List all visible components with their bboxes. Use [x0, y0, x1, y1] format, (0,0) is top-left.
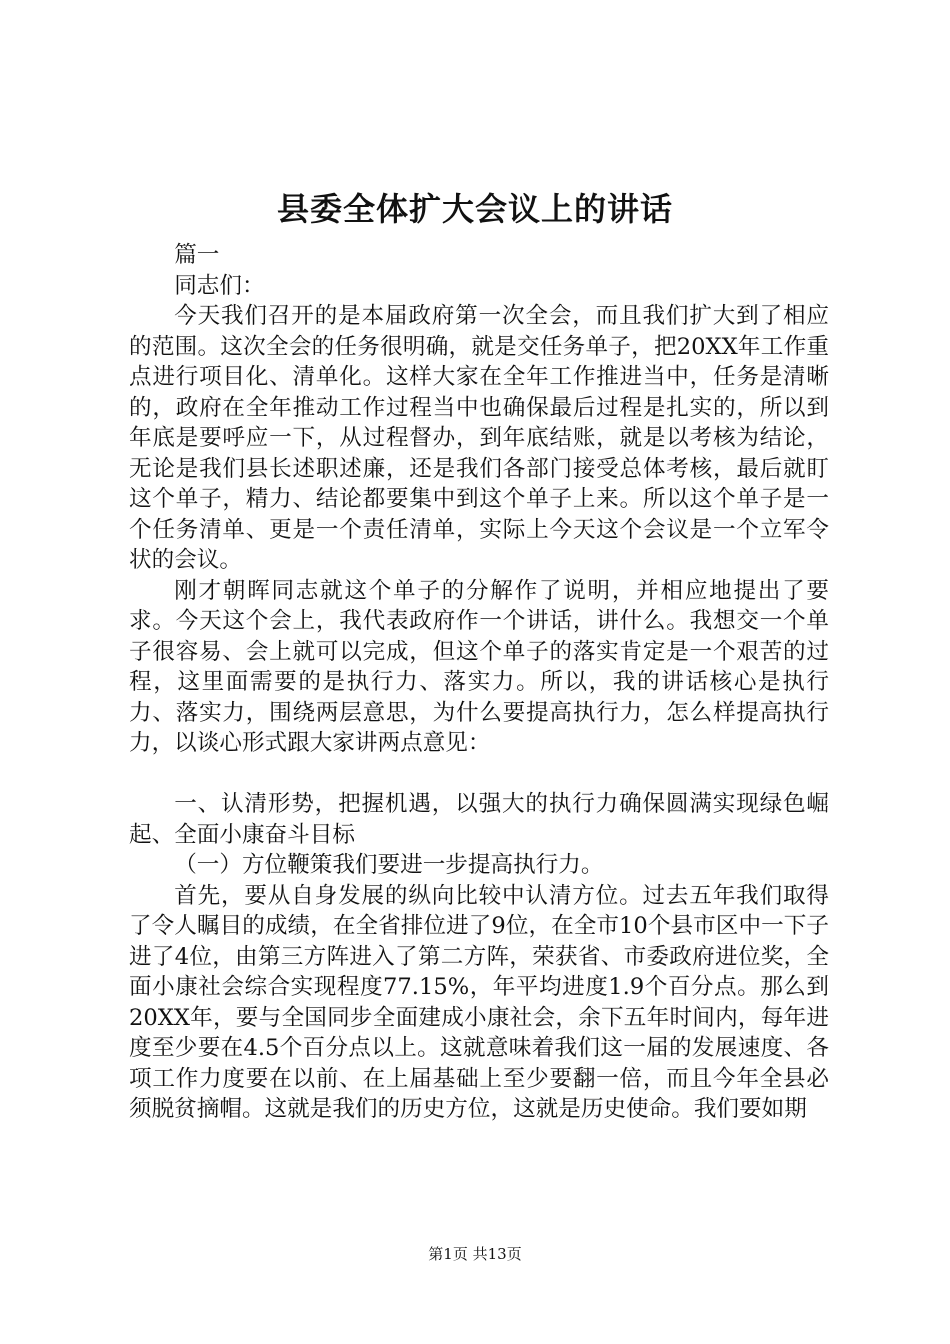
salutation: 同志们：: [174, 272, 265, 299]
document-title: 县委全体扩大会议上的讲话: [276, 190, 673, 228]
section-label: 篇一: [174, 242, 220, 268]
paragraph: 刚才朝晖同志就这个单子的分解作了说明，并相应地提出了要求。今天这个会上，我代表政府作一个讲话，讲什么。我想交一个单子很容易、会上就可以完成，但这个单子的落实肯定是一个艰苦的过程，这里面需要的是执行力、落实力。所以，我的讲话核心是执行力、落实力，围绕两层意思，为什么要提高执行力，怎么样提高执行力，以谈心形式跟大家讲两点意见：: [129, 577, 829, 756]
page-number: 第1页 共13页: [428, 1245, 522, 1263]
paragraph: 首先，要从自身发展的纵向比较中认清方位。过去五年我们取得了令人瞩目的成绩，在全省排位进了9位，在全市10个县市区中一下子进了4位，由第三方阵进入了第二方阵，荣获省、市委政府进位奖，全面小康社会综合实现程度77.15%，年平均进度1.9个百分点。那么到20XX年，要与全国同步全面建成小康社会，余下五年时间内，每年进度至少要在4.5个百分点以上。这就意味着我们这一届的发展速度、各项工作力度要在以前、在上届基础上至少要翻一倍，而且今年全县必须脱贫摘帽。这就是我们的历史方位，这就是历史使命。我们要如期: [129, 882, 829, 1122]
document-body: [129, 240, 829, 1125]
paragraph: 今天我们召开的是本届政府第一次全会，而且我们扩大到了相应的范围。这次全会的任务很明确，就是交任务单子，把20XX年工作重点进行项目化、清单化。这样大家在全年工作推进当中，任务是清晰的，政府在全年推动工作过程当中也确保最后过程是扎实的，所以到年底是要呼应一下，从过程督办，到年底结账，就是以考核为结论，无论是我们县长述职述廉，还是我们各部门接受总体考核，最后就盯这个单子，精力、结论都要集中到这个单子上来。所以这个单子是一个任务清单、更是一个责任清单，实际上今天这个会议是一个立军令状的会议。: [129, 303, 829, 573]
subsection-heading: （一）方位鞭策我们要进一步提高执行力。: [174, 852, 604, 878]
section-heading: 一、认清形势，把握机遇，以强大的执行力确保圆满实现绿色崛起、全面小康奋斗目标: [129, 791, 829, 848]
